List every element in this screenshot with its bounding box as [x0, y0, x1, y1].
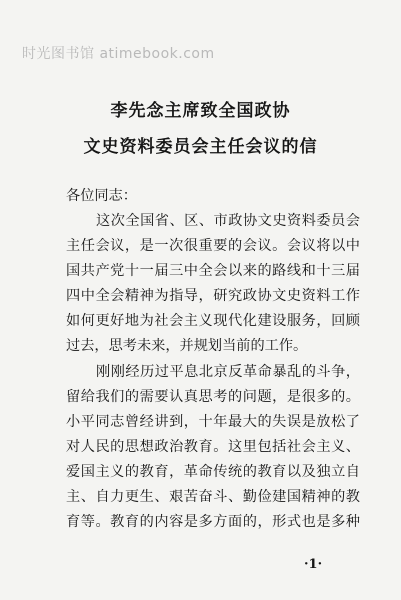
body-line: 育等。教育的内容是多方面的，形式也是多种 [66, 514, 360, 530]
body-line: 爱国主义的教育，革命传统的教育以及独立自 [66, 464, 360, 480]
body-line: 这次全国省、区、市政协文史资料委员会 [96, 213, 360, 229]
body-line: 国共产党十一届三中全会以来的路线和十三届 [66, 263, 360, 279]
body-line: 留给我们的需要认真思考的问题，是很多的。 [66, 389, 360, 405]
body-line: 主、自力更生、艰苦奋斗、勤俭建国精神的教 [66, 489, 360, 505]
body-line: 小平同志曾经讲到，十年最大的失误是放松了 [66, 414, 360, 430]
body-line: 主任会议，是一次很重要的会议。会议将以中 [66, 238, 360, 254]
letter-title-line-1: 李先念主席致全国政协 [110, 101, 291, 121]
letter-title-line-2: 文史资料委员会主任会议的信 [83, 137, 318, 157]
body-line: 四中全会精神为指导，研究政协文史资料工作 [66, 288, 360, 304]
body-line: 如何更好地为社会主义现代化建设服务，回顾 [66, 313, 360, 329]
watermark: 时光图书馆 atimebook.com [22, 46, 215, 62]
page-number: ·1· [304, 557, 323, 572]
body-line: 刚刚经历过平息北京反革命暴乱的斗争， [96, 364, 360, 380]
body-line: 过去，思考未来，并规划当前的工作。 [66, 338, 308, 354]
salutation: 各位同志： [66, 188, 137, 204]
body-line: 对人民的思想政治教育。这里包括社会主义、 [66, 439, 360, 455]
